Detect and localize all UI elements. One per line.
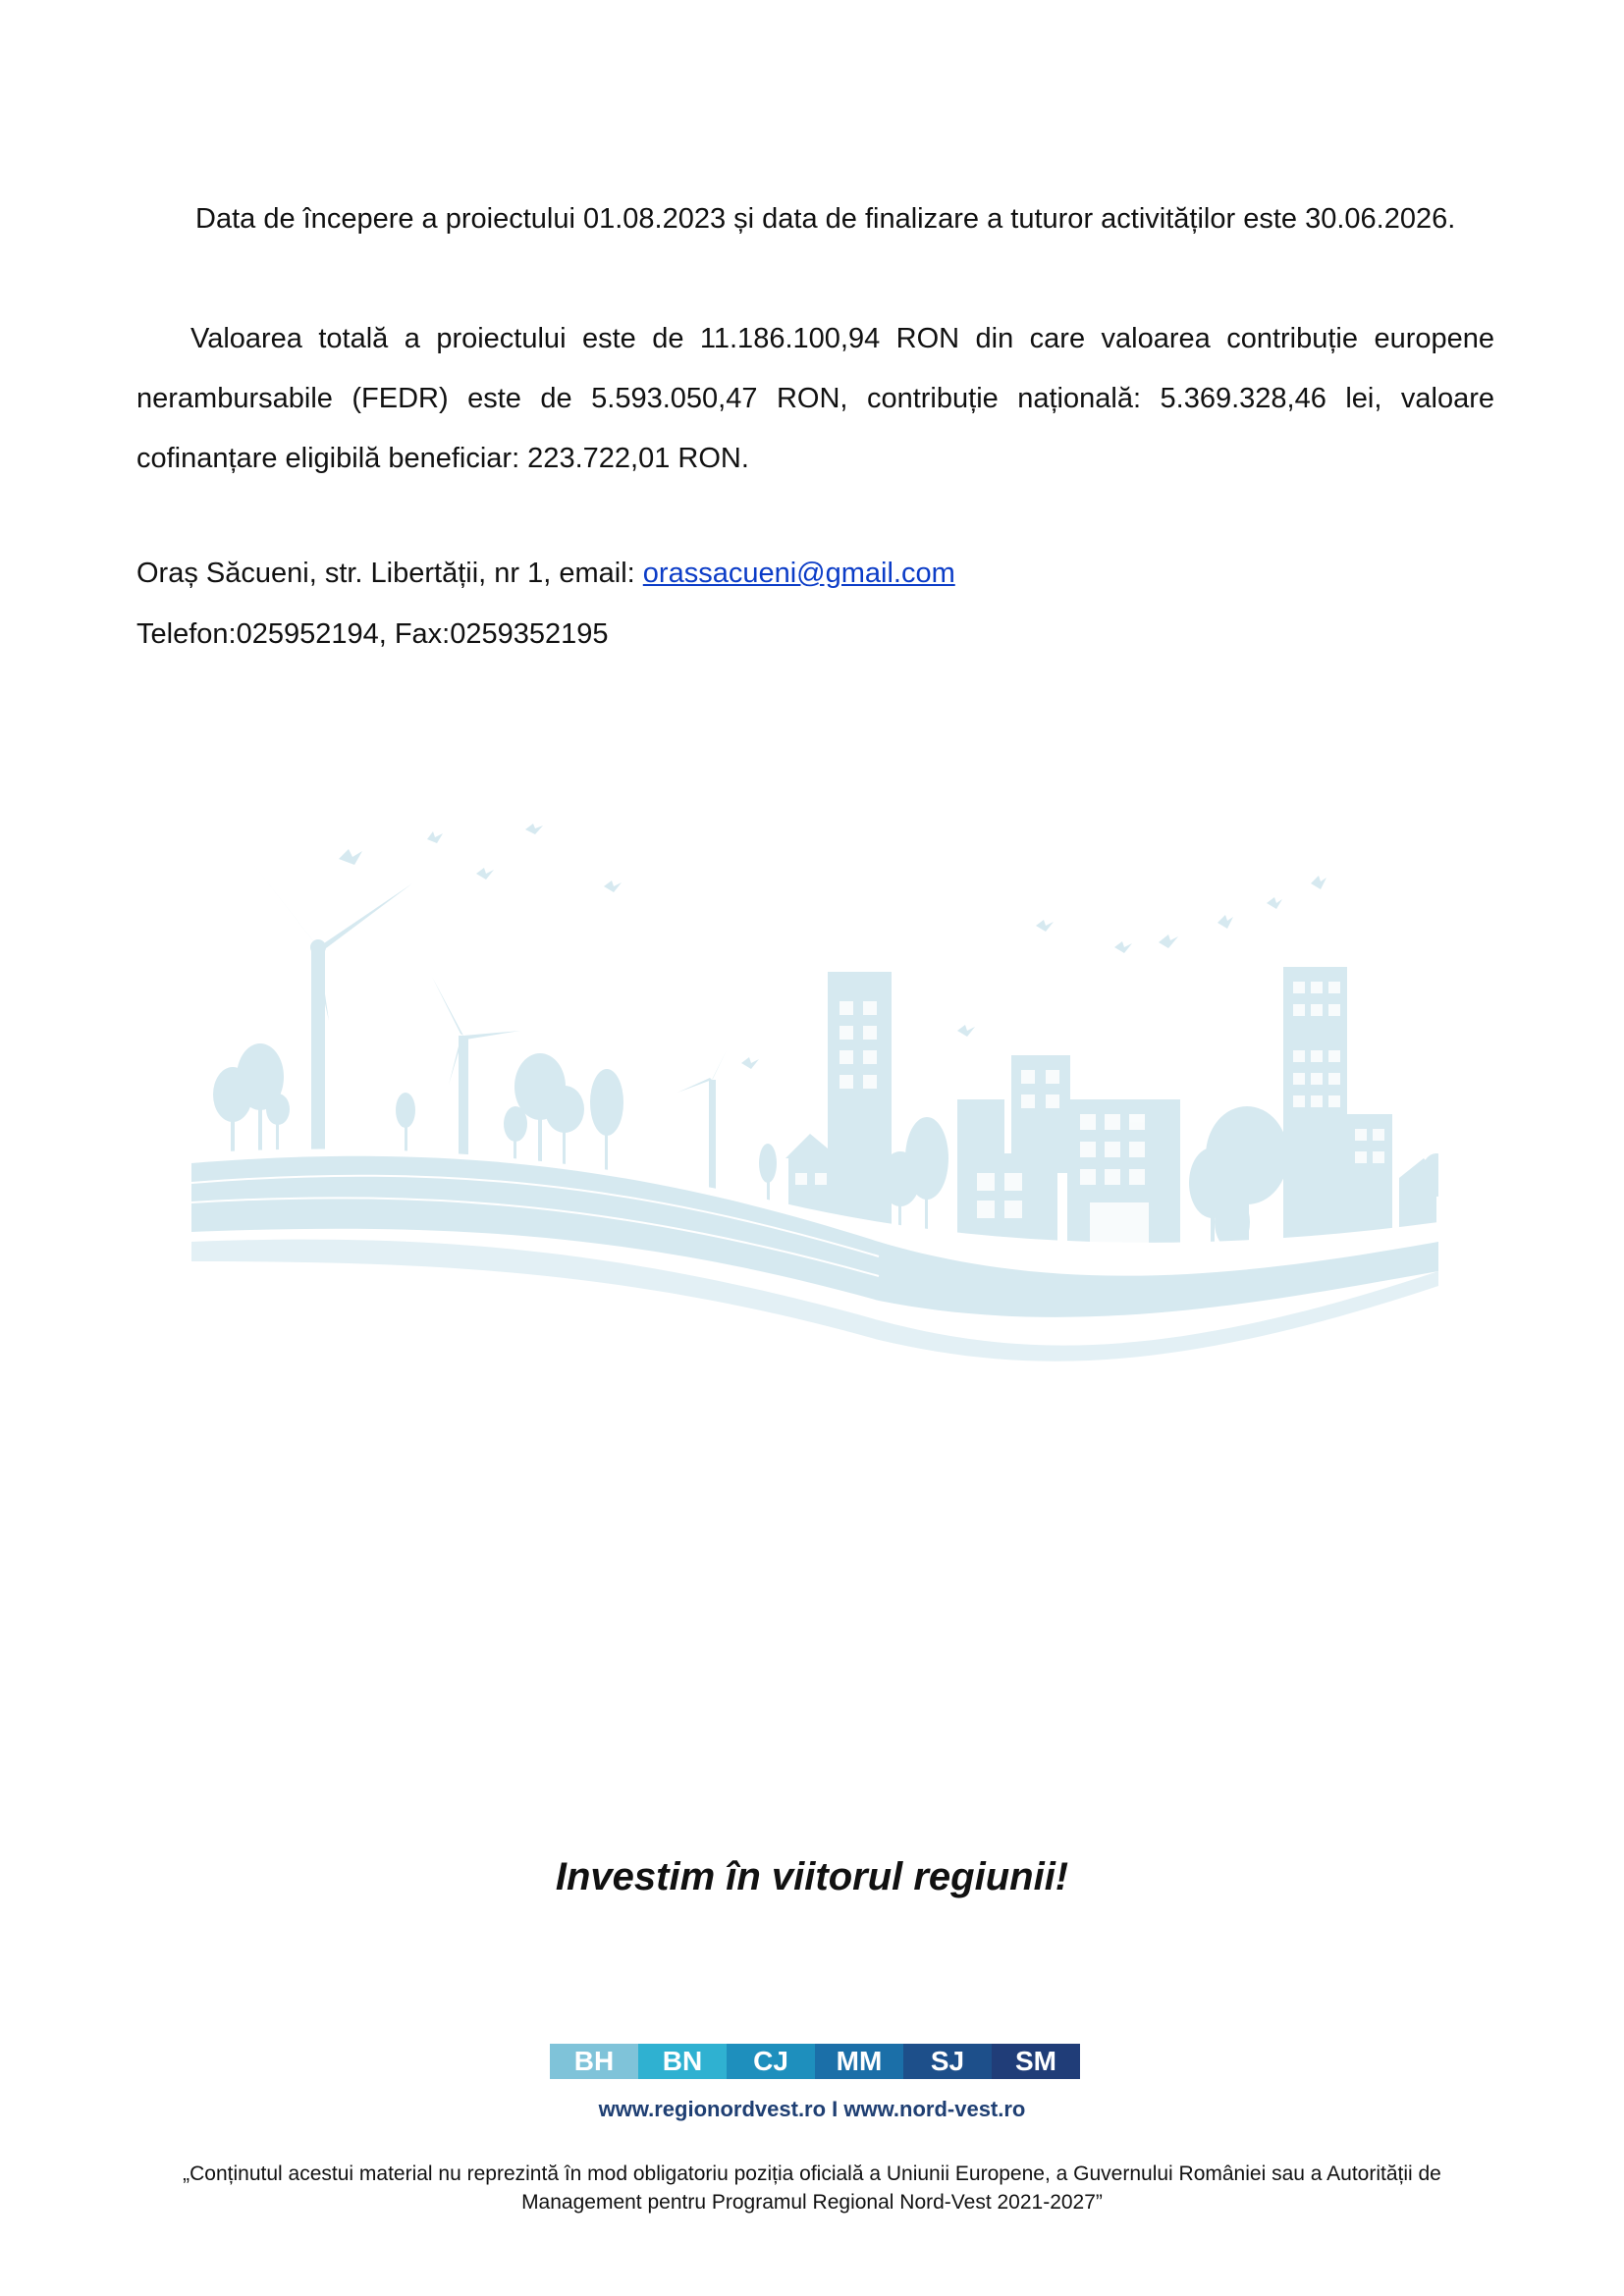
project-dates-paragraph: Data de începere a proiectului 01.08.2023 și data de finalizare a tuturor activităților este 30.06.2026. xyxy=(195,203,1456,235)
email-link[interactable]: orassacueni@gmail.com xyxy=(642,558,955,589)
county-sj: SJ xyxy=(903,2044,992,2079)
county-sm: SM xyxy=(992,2044,1080,2079)
slogan: Investim în viitorul regiunii! xyxy=(555,1855,1069,1898)
county-cj: CJ xyxy=(727,2044,815,2079)
phone-fax-line: Telefon:025952194, Fax:0259352195 xyxy=(136,618,609,650)
county-bar xyxy=(550,2044,1080,2079)
address-line xyxy=(136,558,955,590)
county-bn: BN xyxy=(638,2044,727,2079)
address-text: Oraș Săcueni, str. Libertății, nr 1, email: xyxy=(136,558,643,589)
county-bh: BH xyxy=(550,2044,638,2079)
city-wind-turbines-illustration xyxy=(191,810,1438,1369)
project-value-paragraph: Valoarea totală a proiectului este de 11.186.100,94 RON din care valoarea contribuție europene nerambursabile (FEDR) este de 5.593.050,47 RON, contribuție națională: 5.369.328,46 lei, valoare cofinanțare eligibilă beneficiar: 223.722,01 RON. xyxy=(136,323,1494,474)
county-mm: MM xyxy=(815,2044,903,2079)
disclaimer: „Conținutul acestui material nu reprezintă în mod obligatoriu poziția oficială a Uniunii Europene, a Guvernului României sau a Autorității de Management pentru Programul Regional Nord-Vest 2021-2027” xyxy=(183,2163,1441,2214)
websites-line: www.regionordvest.ro I www.nord-vest.ro xyxy=(598,2097,1026,2121)
